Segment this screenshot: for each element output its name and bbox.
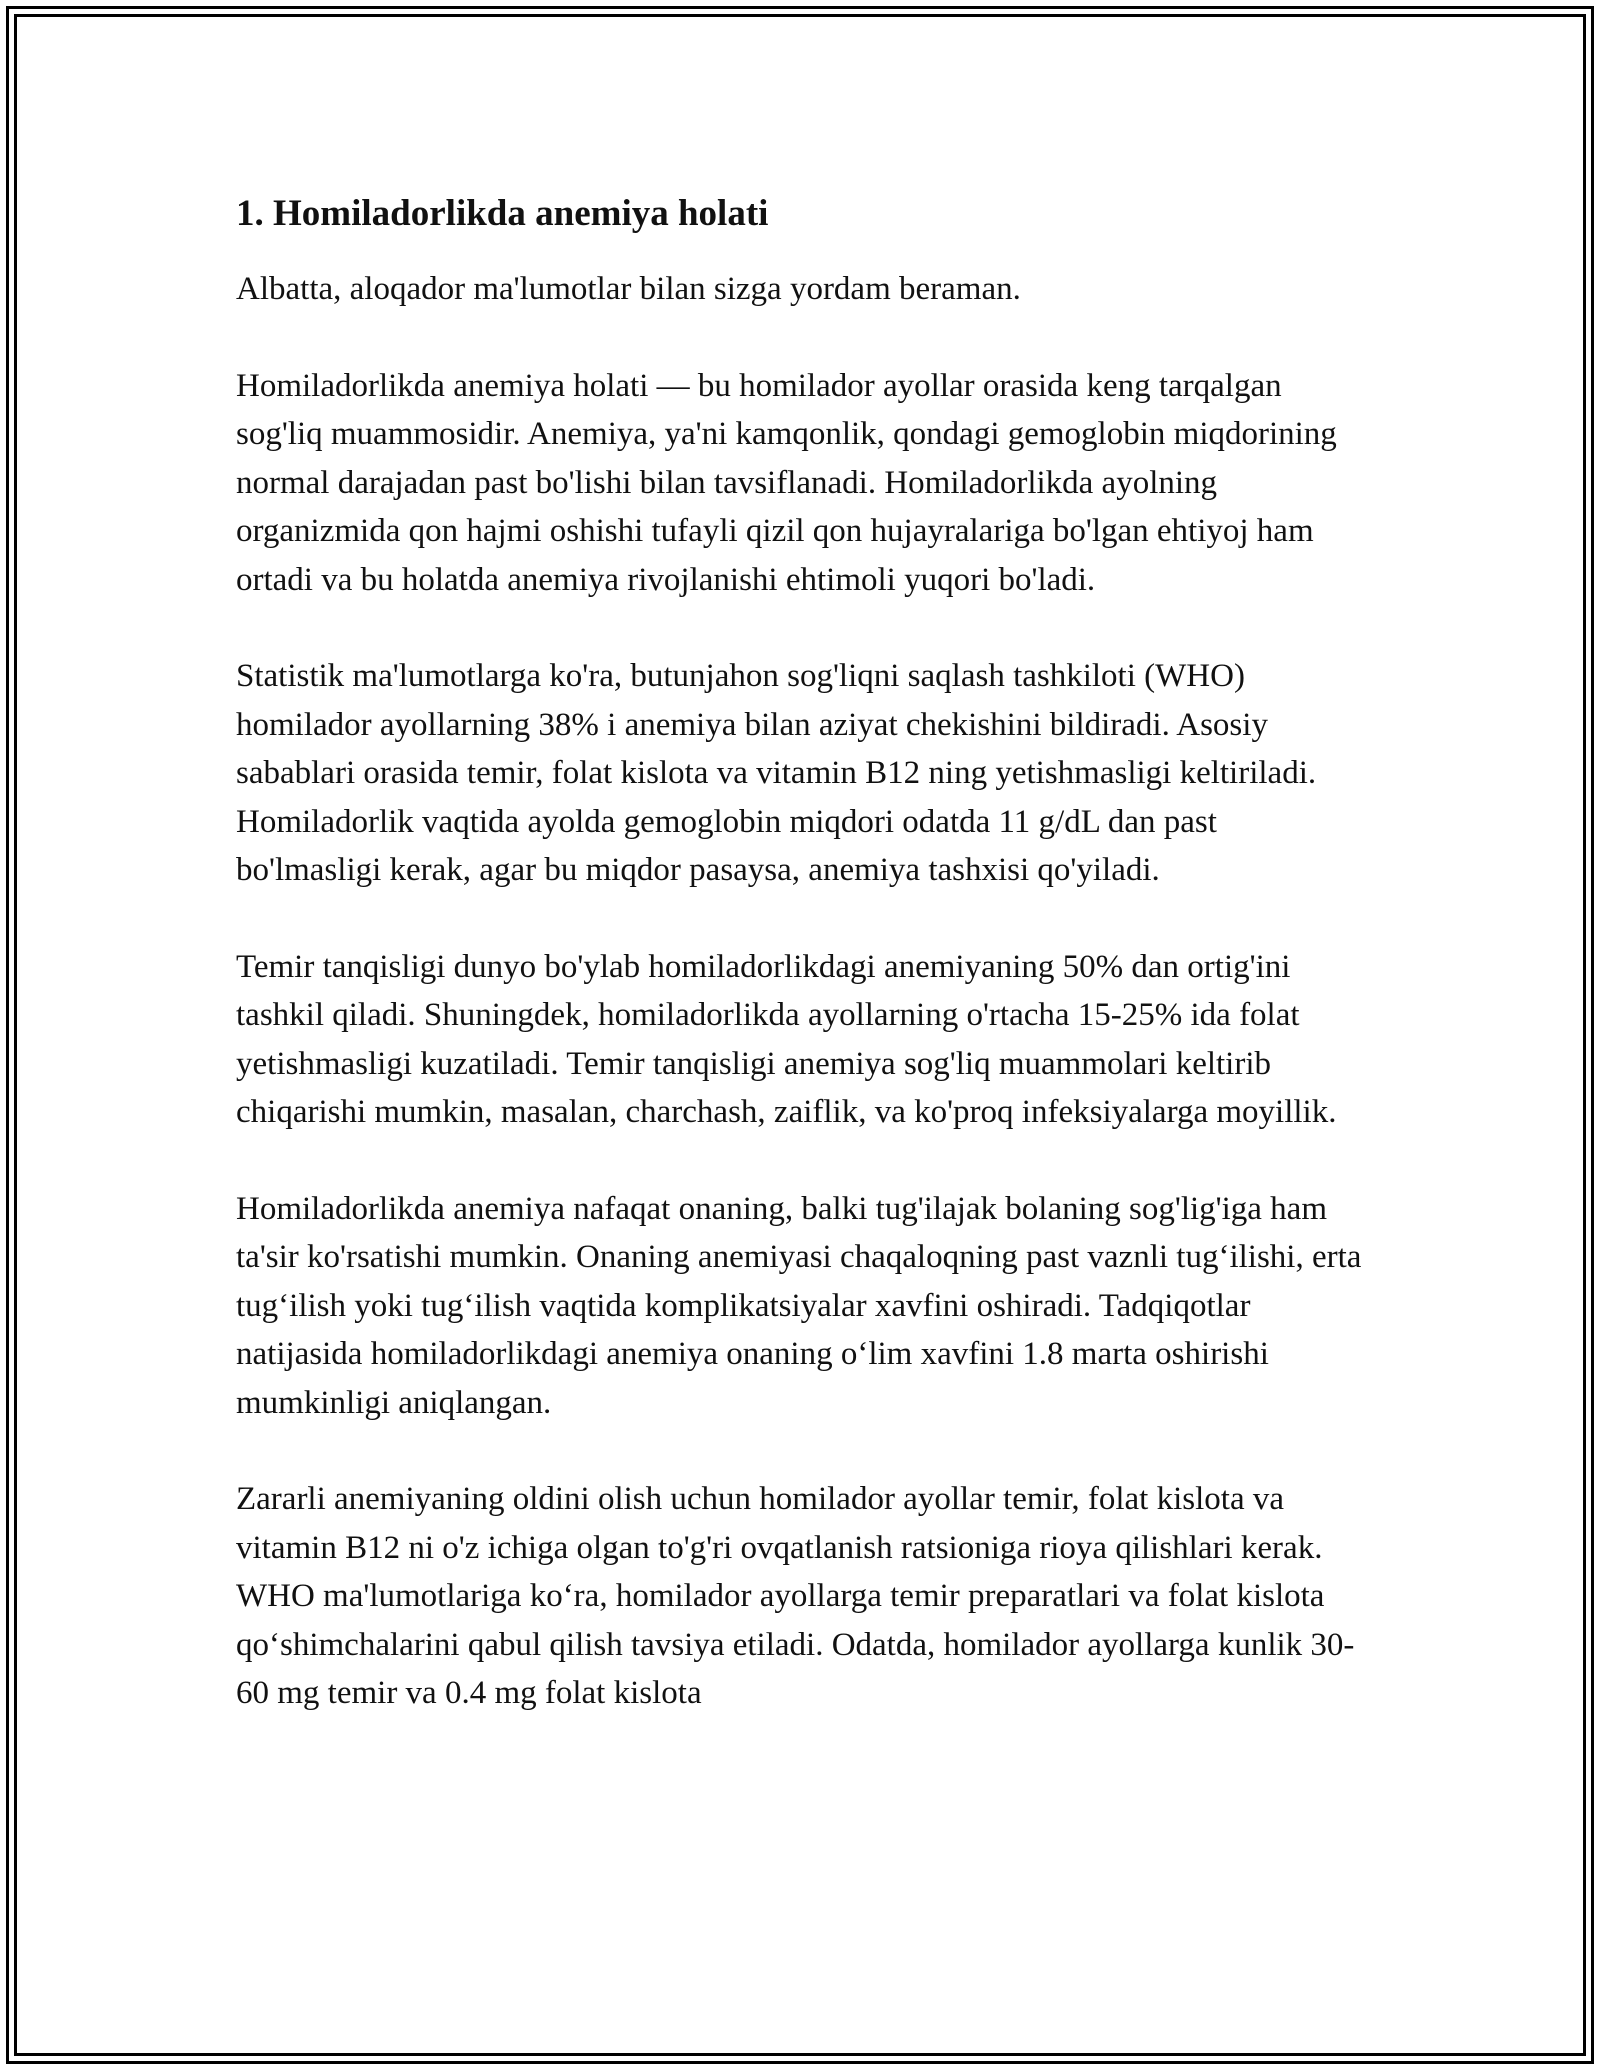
paragraph-child-health: Homiladorlikda anemiya nafaqat onaning, balki tug'ilajak bolaning sog'lig'iga ham ta'sir ko'rsatishi mumkin. Onaning anemiyasi chaqaloqning past vaznli tug‘ilishi, erta tug‘ilish yoki tug‘ilish vaqtida komplikatsiyalar xavfini oshiradi. Tadqiqotlar natijasida homiladorlikdagi anemiya onaning o‘lim xavfini 1.8 marta oshirishi mumkinligi aniqlangan. bbox=[236, 1190, 1362, 1421]
document-body bbox=[236, 190, 1366, 1718]
paragraph-iron-deficiency: Temir tanqisligi dunyo bo'ylab homiladorlikdagi anemiyaning 50% dan ortig'ini tashkil qiladi. Shuningdek, homiladorlikda ayollarning o'rtacha 15-25% ida folat yetishmasligi kuzatiladi. Temir tanqisligi anemiya sog'liq muammolari keltirib chiqarishi mumkin, masalan, charchash, zaiflik, va ko'proq infeksiyalarga moyillik. bbox=[236, 948, 1337, 1130]
paragraph-prevention: Zararli anemiyaning oldini olish uchun homilador ayollar temir, folat kislota va vitamin B12 ni o'z ichiga olgan to'g'ri ovqatlanish ratsioniga rioya qilishlari kerak. WHO ma'lumotlariga ko‘ra, homilador ayollarga temir preparatlari va folat kislota qo‘shimchalarini qabul qilish tavsiya etiladi. Odatda, homilador ayollarga kunlik 30-60 mg temir va 0.4 mg folat kislota bbox=[236, 1481, 1355, 1711]
section-heading: 1. Homiladorlikda anemiya holati bbox=[236, 193, 769, 234]
paragraph-definition: Homiladorlikda anemiya holati — bu homilador ayollar orasida keng tarqalgan sog'liq muammosidir. Anemiya, ya'ni kamqonlik, qondagi gemoglobin miqdorining normal darajadan past bo'lishi bilan tavsiflanadi. Homiladorlikda ayolning organizmida qon hajmi oshishi tufayli qizil qon hujayralariga bo'lgan ehtiyoj ham ortadi va bu holatda anemiya rivojlanishi ehtimoli yuqori bo'ladi. bbox=[236, 367, 1337, 598]
paragraph-statistics: Statistik ma'lumotlarga ko'ra, butunjahon sog'liqni saqlash tashkiloti (WHO) homilador ayollarning 38% i anemiya bilan aziyat chekishini bildiradi. Asosiy sabablari orasida temir, folat kislota va vitamin B12 ning yetishmasligi keltiriladi. Homiladorlik vaqtida ayolda gemoglobin miqdori odatda 11 g/dL dan past bo'lmasligi kerak, agar bu miqdor pasaysa, anemiya tashxisi qo'yiladi. bbox=[236, 658, 1317, 888]
paragraph-intro: Albatta, aloqador ma'lumotlar bilan sizga yordam beraman. bbox=[236, 271, 1021, 307]
